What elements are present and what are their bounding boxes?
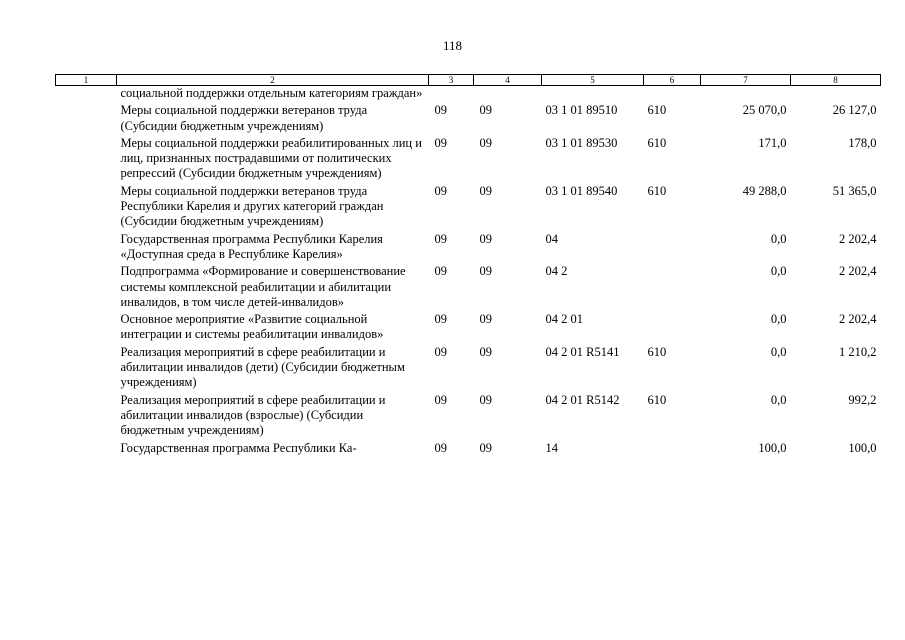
cell-section: 09 [434,264,447,279]
cell-expense-type [644,441,701,458]
cell-section: 09 [434,103,447,118]
cell-subsection: 09 [479,344,492,359]
cell-subsection: 09 [479,231,492,246]
cell-col1 [56,393,117,441]
cell-target-article [542,86,644,104]
cell-section: 09 [434,392,447,407]
column-header-8: 8 [791,75,881,86]
column-header-1: 1 [56,75,117,86]
cell-name: Меры социальной поддержки ветеранов труда (Субсидии бюджетным учреждениям) [120,103,368,133]
cell-amount-col7: 25 070,0 [742,103,787,118]
table-row [56,136,881,184]
cell-target-article: 04 [545,231,558,246]
cell-amount-col7: 0,0 [770,312,787,327]
cell-target-article: 14 [545,440,558,455]
cell-col1 [56,264,117,312]
cell-expense-type: 610 [647,344,667,359]
cell-section: 09 [434,344,447,359]
cell-name: Меры социальной поддержки ветеранов труда Республики Карелия и других категорий граждан (Субсидии бюджетным учреждениям) [120,183,384,229]
cell-amount-col7: 49 288,0 [742,183,787,198]
cell-amount-col8 [791,86,881,104]
cell-name: Подпрограмма «Формирование и совершенствование системы комплексной реабилитации и абилитации инвалидов, в том числе детей-инвалидов» [120,264,406,309]
cell-name: Основное мероприятие «Развитие социальной интеграции и системы реабилитации инвалидов» [120,312,384,342]
cell-amount-col8: 1 210,2 [839,344,877,359]
cell-subsection: 09 [479,103,492,118]
table-row [56,393,881,441]
cell-expense-type: 610 [647,103,667,118]
column-header-7: 7 [701,75,791,86]
cell-col1 [56,345,117,393]
budget-table [55,74,881,458]
cell-amount-col7: 100,0 [758,440,787,455]
cell-col1 [56,86,117,104]
cell-expense-type: 610 [647,183,667,198]
cell-amount-col8: 51 365,0 [832,183,877,198]
column-number-row [56,75,881,86]
column-header-5: 5 [542,75,644,86]
cell-amount-col8: 100,0 [848,440,877,455]
cell-amount-col7: 0,0 [770,264,787,279]
cell-amount-col8: 178,0 [848,135,877,150]
cell-amount-col7: 0,0 [770,231,787,246]
cell-col1 [56,184,117,232]
cell-name: Государственная программа Республики Карелия «Доступная среда в Республике Карелия» [120,231,383,261]
column-header-2: 2 [117,75,429,86]
cell-section [429,86,474,104]
table-row [56,345,881,393]
cell-amount-col7: 0,0 [770,392,787,407]
cell-col1 [56,441,117,458]
cell-amount-col8: 2 202,4 [839,264,877,279]
page-number: 118 [442,38,463,53]
cell-target-article: 03 1 01 89510 [545,103,618,118]
cell-subsection: 09 [479,135,492,150]
cell-amount-col7: 171,0 [758,135,787,150]
cell-section: 09 [434,312,447,327]
cell-section: 09 [434,183,447,198]
cell-expense-type [644,264,701,312]
cell-amount-col8: 2 202,4 [839,231,877,246]
table-row [56,86,881,104]
column-header-4: 4 [474,75,542,86]
cell-expense-type: 610 [647,392,667,407]
table-row [56,184,881,232]
table-row [56,264,881,312]
cell-amount-col7: 0,0 [770,344,787,359]
cell-expense-type [644,86,701,104]
cell-subsection [474,86,542,104]
cell-col1 [56,232,117,265]
cell-amount-col8: 992,2 [848,392,877,407]
cell-target-article: 04 2 01 R5142 [545,392,620,407]
cell-name: Государственная программа Республики Ка- [120,440,357,455]
table-row [56,103,881,136]
table-row [56,441,881,458]
cell-name: Меры социальной поддержки реабилитированных лиц и лиц, признанных пострадавшими от политических репрессий (Субсидии бюджетным учреждениям) [120,135,422,181]
column-header-6: 6 [644,75,701,86]
table-row [56,232,881,265]
cell-subsection: 09 [479,183,492,198]
cell-amount-col7 [701,86,791,104]
cell-subsection: 09 [479,392,492,407]
cell-expense-type: 610 [647,135,667,150]
cell-section: 09 [434,231,447,246]
table-row [56,312,881,345]
cell-name: Реализация мероприятий в сфере реабилитации и абилитации инвалидов (дети) (Субсидии бюджетным учреждениям) [120,344,405,390]
column-header-3: 3 [429,75,474,86]
cell-subsection: 09 [479,440,492,455]
cell-section: 09 [434,135,447,150]
cell-expense-type [644,232,701,265]
cell-target-article: 04 2 [545,264,568,279]
cell-name: Реализация мероприятий в сфере реабилитации и абилитации инвалидов (взрослые) (Субсидии бюджетным учреждениям) [120,392,386,438]
cell-target-article: 04 2 01 [545,312,583,327]
cell-amount-col8: 2 202,4 [839,312,877,327]
cell-name: социальной поддержки отдельным категориям граждан» [120,86,423,100]
cell-col1 [56,136,117,184]
cell-section: 09 [434,440,447,455]
cell-subsection: 09 [479,264,492,279]
cell-subsection: 09 [479,312,492,327]
cell-col1 [56,312,117,345]
cell-amount-col8: 26 127,0 [832,103,877,118]
cell-target-article: 03 1 01 89530 [545,135,618,150]
cell-expense-type [644,312,701,345]
cell-target-article: 04 2 01 R5141 [545,344,620,359]
cell-target-article: 03 1 01 89540 [545,183,618,198]
cell-col1 [56,103,117,136]
